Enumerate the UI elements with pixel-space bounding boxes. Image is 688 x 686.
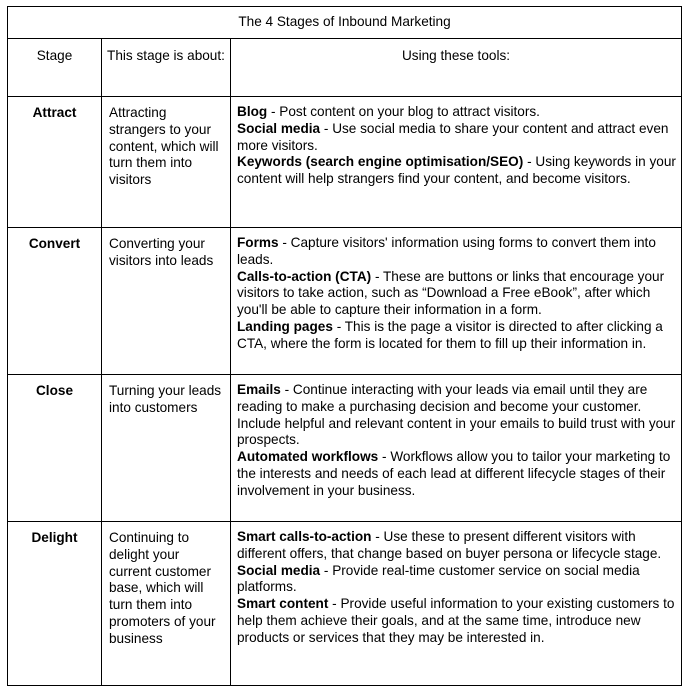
tool-description: - Provide real-time customer service on social media platforms. <box>237 562 640 595</box>
tool-name: Social media <box>237 120 321 136</box>
about-cell: Continuing to delight your current customer base, which will turn them into promoters of your business <box>102 522 231 686</box>
about-cell: Converting your visitors into leads <box>102 228 231 375</box>
tool-name: Landing pages <box>237 318 333 334</box>
tool-description: - This is the page a visitor is directed to after clicking a CTA, where the form is located for them to fill up their information in. <box>237 318 663 351</box>
tool-description: - Workflows allow you to tailor your marketing to the interests and needs of each lead at different lifecycle stages of their involvement in your business. <box>237 449 671 498</box>
tool-name: Smart calls-to-action <box>237 529 372 544</box>
tools-cell <box>231 375 682 522</box>
tool-name: Automated workflows <box>237 449 379 465</box>
tool-entry <box>237 235 677 269</box>
tool-name: Keywords (search engine optimisation/SEO) <box>237 154 524 170</box>
table-row <box>8 97 682 228</box>
table-row <box>8 522 682 686</box>
tool-name: Calls-to-action (CTA) <box>237 268 372 284</box>
tool-description: - Capture visitors' information using forms to convert them into leads. <box>237 235 656 267</box>
tool-entry <box>237 269 677 319</box>
stage-cell: Delight <box>8 522 102 686</box>
tool-name: Emails <box>237 382 281 397</box>
stage-cell: Close <box>8 375 102 522</box>
header-stage: Stage <box>8 39 102 97</box>
tool-entry <box>237 104 677 121</box>
tool-description: - These are buttons or links that encourage your visitors to take action, such as “Download a Free eBook”, after which you'll be able to capture their information in a form. <box>237 268 665 318</box>
table-title: The 4 Stages of Inbound Marketing <box>8 7 682 39</box>
about-cell: Attracting strangers to your content, which will turn them into visitors <box>102 97 231 228</box>
tools-cell <box>231 228 682 375</box>
tool-entry <box>237 449 677 499</box>
tool-description: - Provide useful information to your existing customers to help them achieve their goals, and at the same time, introduce new products or services that they may be interested in. <box>237 596 675 645</box>
header-row <box>8 39 682 97</box>
tool-description: - Post content on your blog to attract visitors. <box>267 104 540 119</box>
about-cell: Turning your leads into customers <box>102 375 231 522</box>
tools-cell <box>231 522 682 686</box>
tool-entry <box>237 319 677 353</box>
tool-entry <box>237 382 677 449</box>
tool-name: Forms <box>237 235 279 250</box>
tool-entry <box>237 529 677 563</box>
tools-cell <box>231 97 682 228</box>
tool-description: - Using keywords in your content will help strangers find your content, and become visitors. <box>237 154 676 187</box>
tool-entry <box>237 154 677 188</box>
tool-name: Smart content <box>237 596 329 612</box>
tool-description: - Use social media to share your content and attract even more visitors. <box>237 120 669 153</box>
inbound-marketing-table <box>7 6 682 686</box>
tool-entry <box>237 121 677 155</box>
table-row <box>8 375 682 522</box>
tool-entry <box>237 596 677 646</box>
tool-description: - Use these to present different visitors with different offers, that change based on buyer persona or lifecycle stage. <box>237 529 662 561</box>
table-row <box>8 228 682 375</box>
header-about: This stage is about: <box>102 39 231 97</box>
tool-description: - Continue interacting with your leads via email until they are reading to make a purchasing decision and become your customer. Include helpful and relevant content in your emails to build trust with your prospects. <box>237 382 676 448</box>
title-row <box>8 7 682 39</box>
stage-cell: Attract <box>8 97 102 228</box>
tool-name: Social media <box>237 562 321 578</box>
tool-name: Blog <box>237 104 268 119</box>
header-tools: Using these tools: <box>231 39 682 97</box>
stage-cell: Convert <box>8 228 102 375</box>
tool-entry <box>237 563 677 597</box>
